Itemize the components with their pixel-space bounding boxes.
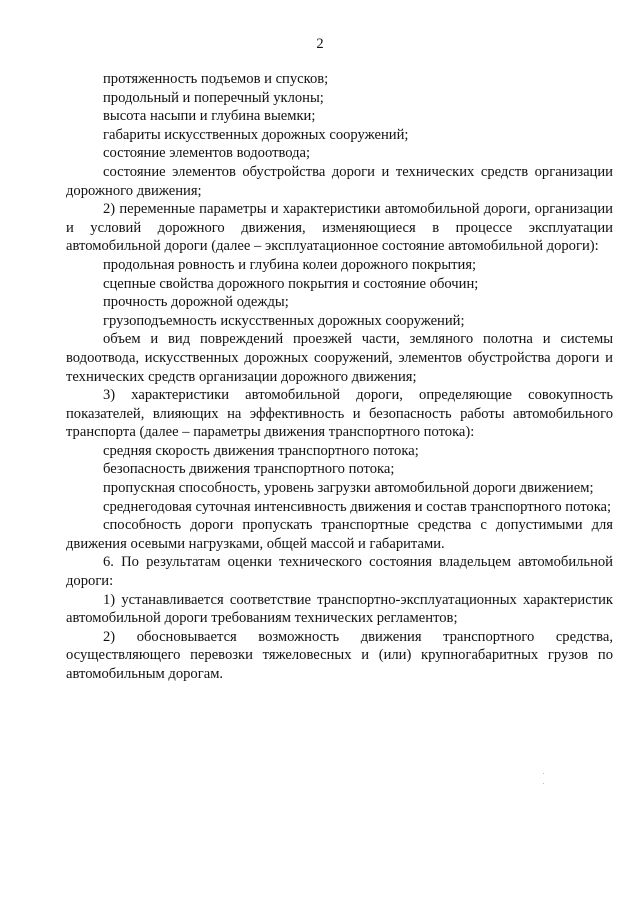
paragraph: способность дороги пропускать транспортные средства с допустимыми для движения осевыми нагрузками, общей массой и габаритами. [66, 517, 613, 552]
paragraph: средняя скорость движения транспортного потока; [103, 442, 419, 459]
paragraph: состояние элементов обустройства дороги и технических средств организации дорожного движения; [66, 163, 613, 199]
scan-speck [543, 773, 544, 774]
scan-speck [543, 783, 544, 784]
paragraph: 6. По результатам оценки технического состояния владельцем автомобильной дороги: [66, 554, 613, 590]
paragraph: 1) устанавливается соответствие транспортно-эксплуатационных характеристик автомобильной дороги требованиям технических регламентов; [66, 591, 613, 627]
paragraph: объем и вид повреждений проезжей части, земляного полотна и системы водоотвода, искусственных дорожных сооружений, элементов обустройства дороги и технических средств организации дорожного движения; [66, 331, 613, 385]
paragraph: прочность дорожной одежды; [103, 294, 289, 311]
paragraph: 2) обосновывается возможность движения транспортного средства, осуществляющего перевозки тяжеловесных и (или) крупногабаритных грузов по автомобильным дорогам. [66, 628, 613, 682]
page-number: 2 [316, 36, 324, 52]
paragraph: продольная ровность и глубина колеи дорожного покрытия; [103, 256, 477, 273]
paragraph: 3) характеристики автомобильной дороги, определяющие совокупность показателей, влияющих на эффективность и безопасность работы автомобильного транспорта (далее – параметры движения транспортного потока): [66, 387, 613, 441]
paragraph: 2) переменные параметры и характеристики автомобильной дороги, организации и условий дорожного движения, изменяющиеся в процессе эксплуатации автомобильной дороги (далее – эксплуатационное состояние автомобильной дороги): [66, 201, 613, 255]
paragraph: габариты искусственных дорожных сооружений; [103, 126, 409, 143]
paragraph: состояние элементов водоотвода; [103, 145, 311, 162]
paragraph: пропускная способность, уровень загрузки автомобильной дороги движением; [103, 480, 594, 497]
paragraph: высота насыпи и глубина выемки; [103, 108, 316, 125]
paragraph: сцепные свойства дорожного покрытия и состояние обочин; [103, 275, 479, 292]
paragraph: грузоподъемность искусственных дорожных сооружений; [103, 312, 465, 329]
paragraph: протяженность подъемов и спусков; [103, 71, 329, 87]
document-body [66, 70, 613, 684]
paragraph: продольный и поперечный уклоны; [103, 89, 324, 106]
paragraph: среднегодовая суточная интенсивность движения и состав транспортного потока; [103, 498, 612, 515]
paragraph: безопасность движения транспортного потока; [103, 461, 395, 478]
